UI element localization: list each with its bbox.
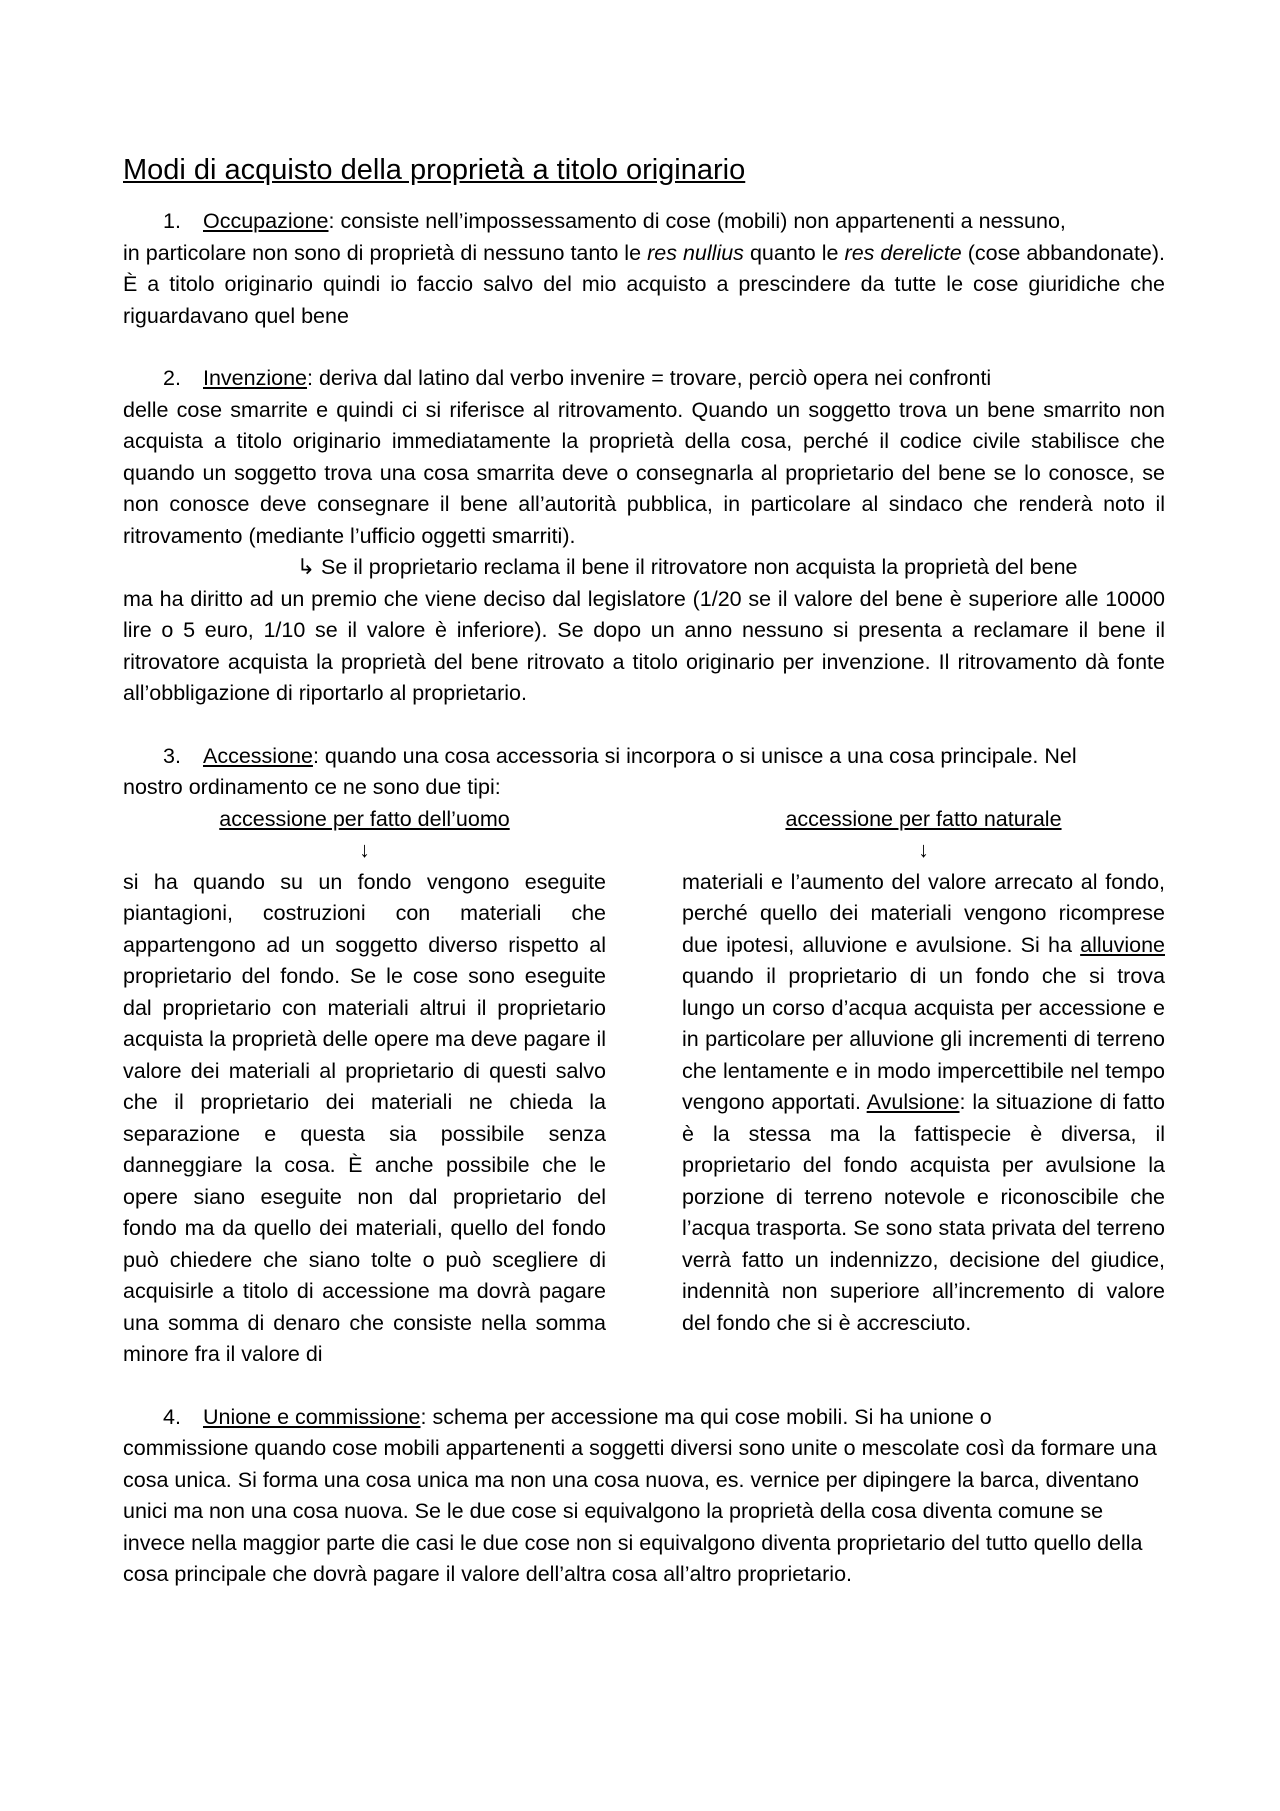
section-1-number: 1. [163,209,181,233]
section-1-body [123,238,1165,333]
section-occupazione [123,206,1165,332]
section-3-text-2: nostro ordinamento ce ne sono due tipi: [123,775,501,799]
section-1-first-line [123,206,1165,238]
section-1-term: Occupazione [203,209,329,233]
section-2-number: 2. [163,366,181,390]
down-arrow-icon: ↓ [918,838,929,862]
section-accessione [123,741,1165,1371]
return-arrow-icon: ↳ [297,555,316,579]
column-left [123,804,606,1371]
section-1-italic-1: res nullius [647,240,744,265]
section-2-text-3a: Se il proprietario reclama il bene il ritrovatore non acquista la proprietà del bene [315,555,1078,579]
section-2-text-1: : deriva dal latino dal verbo invenire = trovare, perciò opera nei confronti [307,366,992,390]
section-1-text-2a: in particolare non sono di proprietà di nessuno tanto le [123,240,648,265]
accessione-columns [123,804,1165,1371]
section-3-number: 3. [163,743,181,768]
term-avulsione: Avulsione [866,1090,960,1114]
left-column-heading [123,804,606,836]
right-column-heading [682,804,1165,836]
right-column-text [682,867,1165,1340]
section-4-text-1: : schema per accessione ma qui cose mobili. Si ha unione o [420,1404,992,1429]
right-text-a: materiali e l’aumento del valore arrecato al fondo, perché quello dei materiali vengono ricomprese due ipotesi, alluvione e avulsione. Si ha [682,869,1165,957]
down-arrow-icon: ↓ [359,838,370,862]
section-2-term: Invenzione [203,366,307,390]
section-2-body-2: ma ha diritto ad un premio che viene deciso dal legislatore (1/20 se il valore del bene è superiore alle 10000 lire o 5 euro, 1/10 se il valore è inferiore). Se dopo un anno nessuno si presenta a reclamare il bene il ritrovatore acquista la proprietà del bene ritrovato a titolo originario per invenzione. Il ritrovamento dà fonte all’obbligazione di riportarlo al proprietario. [123,586,1165,705]
right-text-b: quando il proprietario di un fondo che si trova lungo un corso d’acqua acquista per accessione e in particolare per alluvione gli incrementi di terreno che lentamente e in modo impercettibile nel tempo vengono apportati. [682,964,1165,1114]
section-4-number: 4. [163,1404,181,1429]
section-1-text-1: : consiste nell’impossessamento di cose (mobili) non appartenenti a nessuno, [328,209,1066,233]
section-unione-commissione [123,1402,1165,1591]
section-3-text-1: : quando una cosa accessoria si incorpora o si unisce a una cosa principale. Nel [312,743,1077,768]
left-column-text: si ha quando su un fondo vengono eseguite piantagioni, costruzioni con materiali che appartengono ad un soggetto diverso rispetto al proprietario del fondo. Se le cose sono eseguite dal proprietario con materiali altrui il proprietario acquista la proprietà delle opere ma deve pagare il valore dei materiali al proprietario di questi salvo che il proprietario dei materiali ne chieda la separazione e questa sia possibile senza danneggiare la cosa. È anche possibile che le opere siano eseguite non dal proprietario del fondo ma da quello dei materiali, quello del fondo può chiedere che siano tolte o può scegliere di acquisirle a titolo di accessione ma dovrà pagare una somma di denaro che consiste nella somma minore fra il valore di [123,869,606,1366]
section-4-term: Unione e commissione [203,1404,421,1429]
column-right [682,804,1165,1371]
section-invenzione [123,363,1165,710]
section-2-arrow-line [123,552,1165,584]
section-1-text-2b: quanto le [743,240,845,265]
left-heading-text: accessione per fatto dell’uomo [219,806,510,831]
section-4-body: commissione quando cose mobili appartenenti a soggetti diversi sono unite o mescolate così da formare una cosa unica. Si forma una cosa unica ma non una cosa nuova, es. vernice per dipingere la barca, diventano unici ma non una cosa nuova. Se le due cose si equivalgono la proprietà della cosa diventa comune se invece nella maggior parte die casi le due cose non si equivalgono diventa proprietario del tutto quello della cosa principale che dovrà pagare il valore dell’altra cosa all’altro proprietario. [123,1436,1157,1586]
section-1-text-2c: (cose abbandonate). È a titolo originario quindi io faccio salvo del mio acquisto a prescindere da tutte le cose giuridiche che riguardavano quel bene [123,240,1166,328]
section-2-body: delle cose smarrite e quindi ci si riferisce al ritrovamento. Quando un soggetto trova un bene smarrito non acquista a titolo originario immediatamente la proprietà della cosa, perché il codice civile stabilisce che quando un soggetto trova una cosa smarrita deve o consegnarla al proprietario del bene se lo conosce, se non conosce deve consegnare il bene all’autorità pubblica, in particolare al sindaco che renderà noto il ritrovamento (mediante l’ufficio oggetti smarriti). [123,397,1165,548]
term-alluvione: alluvione [1080,932,1165,957]
page-title: Modi di acquisto della proprietà a titolo originario [123,154,746,186]
section-3-term: Accessione [203,743,313,768]
document-content [123,150,1165,1591]
section-2-first-line [123,363,1165,395]
right-text-c: : la situazione di fatto è la stessa ma la fattispecie è diversa, il proprietario del fondo acquista per avulsione la porzione di terreno notevole e riconoscibile che l’acqua trasporta. Se sono stata privata del terreno verrà fatto un indennizzo, decisione del giudice, indennità non superiore all’incremento di valore del fondo che si è accresciuto. [682,1090,1165,1335]
section-4-first-line [123,1402,1165,1434]
section-1-italic-2: res derelicte [844,240,962,265]
section-3-first-line [123,741,1165,773]
right-heading-text: accessione per fatto naturale [785,806,1062,831]
